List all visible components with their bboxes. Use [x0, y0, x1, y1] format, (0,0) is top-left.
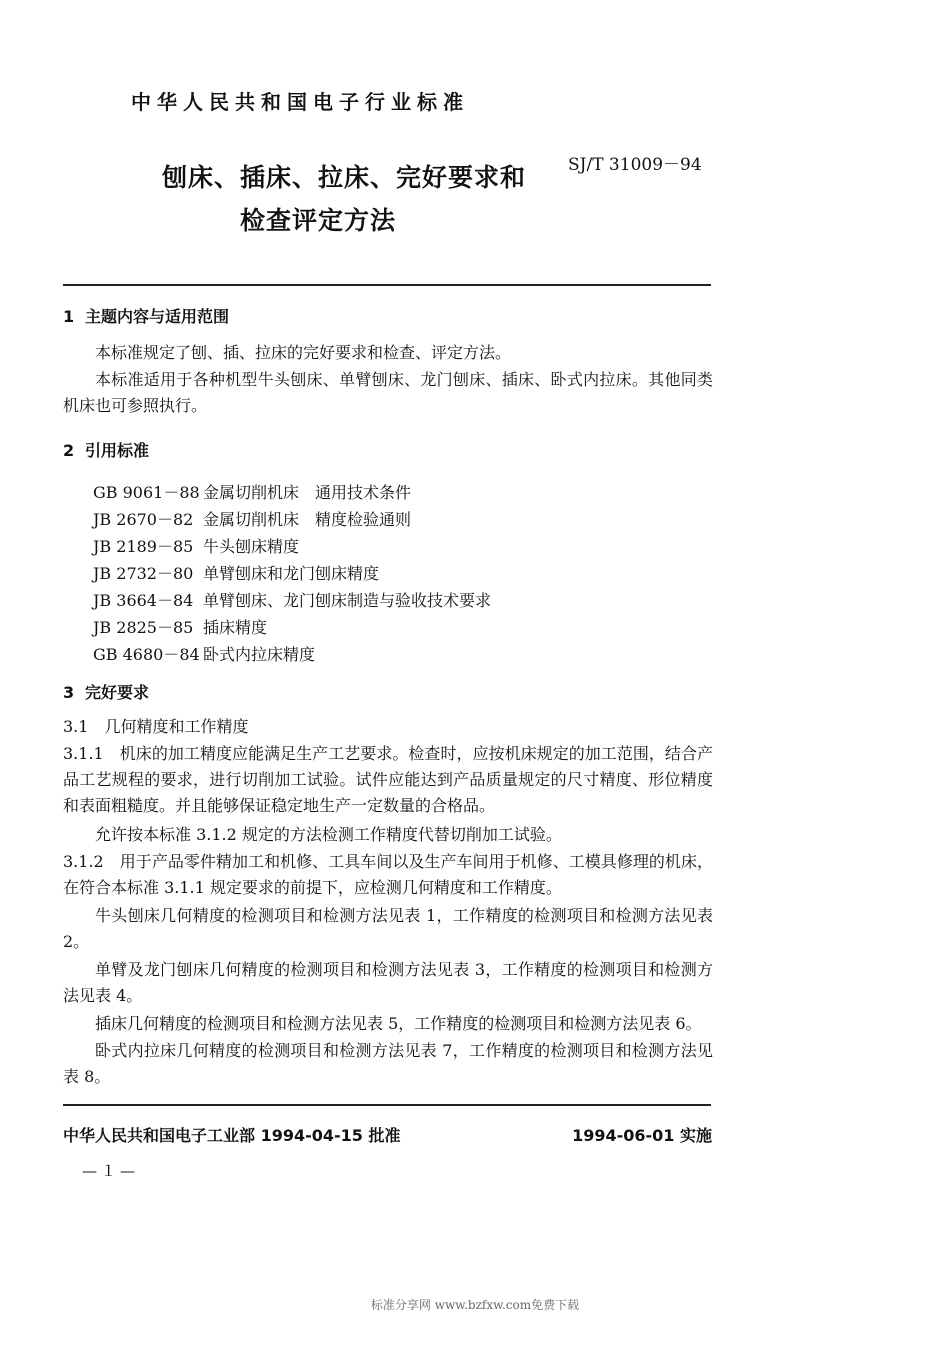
- reference-title: 卧式内拉床精度: [203, 645, 316, 664]
- reference-code: JB 2825－85: [93, 618, 194, 637]
- paragraph: 允许按本标准 3.1.2 规定的方法检测工作精度代替切削加工试验。: [95, 825, 562, 844]
- reference-title: 金属切削机床 通用技术条件: [203, 483, 412, 502]
- reference-item: [93, 507, 411, 530]
- reference-item: [93, 642, 315, 665]
- reference-title: 单臂刨床、龙门刨床制造与验收技术要求: [203, 591, 492, 610]
- reference-title: 金属切削机床 精度检验通则: [203, 510, 412, 529]
- issuing-body-title: 中华人民共和国电子行业标准: [131, 90, 469, 114]
- reference-code: JB 3664－84: [93, 591, 194, 610]
- paragraph: 牛头刨床几何精度的检测项目和检测方法见表 1，工作精度的检测项目和检测方法见表 2。: [63, 906, 713, 951]
- paragraph: 单臂及龙门刨床几何精度的检测项目和检测方法见表 3，工作精度的检测项目和检测方法见表 4。: [63, 960, 713, 1005]
- section-number: 2: [63, 441, 75, 460]
- reference-item: [93, 534, 299, 557]
- document-title-line-2: 检查评定方法: [240, 206, 397, 235]
- approval-line: 中华人民共和国电子工业部 1994-04-15 批准: [63, 1126, 401, 1145]
- standard-code: SJ/T 31009－94: [568, 155, 702, 175]
- reference-item: [93, 561, 379, 584]
- paragraph: 卧式内拉床几何精度的检测项目和检测方法见表 7，工作精度的检测项目和检测方法见表 8。: [63, 1041, 713, 1086]
- reference-code: GB 4680－84: [93, 645, 200, 664]
- watermark: 标准分享网 www.bzfxw.com免费下载: [370, 1298, 580, 1312]
- effective-date: 1994-06-01 实施: [572, 1126, 712, 1145]
- top-divider: [63, 284, 711, 286]
- reference-item: [93, 588, 491, 611]
- section-1-heading: [63, 304, 229, 327]
- document-title-line-1: 刨床、插床、拉床、完好要求和: [162, 163, 527, 192]
- page-number: —１—: [82, 1162, 140, 1180]
- reference-title: 插床精度: [203, 618, 268, 637]
- section-title: 完好要求: [85, 683, 150, 702]
- subsection-3-1: 3.1 几何精度和工作精度: [63, 717, 249, 736]
- section-title: 主题内容与适用范围: [85, 307, 230, 326]
- reference-code: GB 9061－88: [93, 483, 200, 502]
- reference-code: JB 2732－80: [93, 564, 194, 583]
- paragraph: 本标准规定了刨、插、拉床的完好要求和检查、评定方法。: [95, 343, 512, 362]
- reference-item: [93, 615, 267, 638]
- bottom-divider: [63, 1104, 711, 1106]
- paragraph: 插床几何精度的检测项目和检测方法见表 5，工作精度的检测项目和检测方法见表 6。: [95, 1014, 702, 1033]
- reference-title: 牛头刨床精度: [203, 537, 300, 556]
- section-number: 1: [63, 307, 75, 326]
- section-number: 3: [63, 683, 75, 702]
- reference-title: 单臂刨床和龙门刨床精度: [203, 564, 380, 583]
- reference-item: [93, 480, 411, 503]
- section-title: 引用标准: [85, 441, 150, 460]
- clause-3-1-2: 3.1.2 用于产品零件精加工和机修、工具车间以及生产车间用于机修、工模具修理的机床，在符合本标准 3.1.1 规定要求的前提下，应检测几何精度和工作精度。: [63, 852, 713, 897]
- clause-3-1-1: 3.1.1 机床的加工精度应能满足生产工艺要求。检查时，应按机床规定的加工范围，结合产品工艺规程的要求，进行切削加工试验。试件应能达到产品质量规定的尺寸精度、形位精度和表面粗糙度。并且能够保证稳定地生产一定数量的合格品。: [63, 744, 713, 815]
- reference-code: JB 2670－82: [93, 510, 194, 529]
- section-2-heading: [63, 438, 149, 461]
- paragraph: 本标准适用于各种机型牛头刨床、单臂刨床、龙门刨床、插床、卧式内拉床。其他同类机床也可参照执行。: [63, 370, 713, 415]
- reference-code: JB 2189－85: [93, 537, 194, 556]
- section-3-heading: [63, 680, 149, 703]
